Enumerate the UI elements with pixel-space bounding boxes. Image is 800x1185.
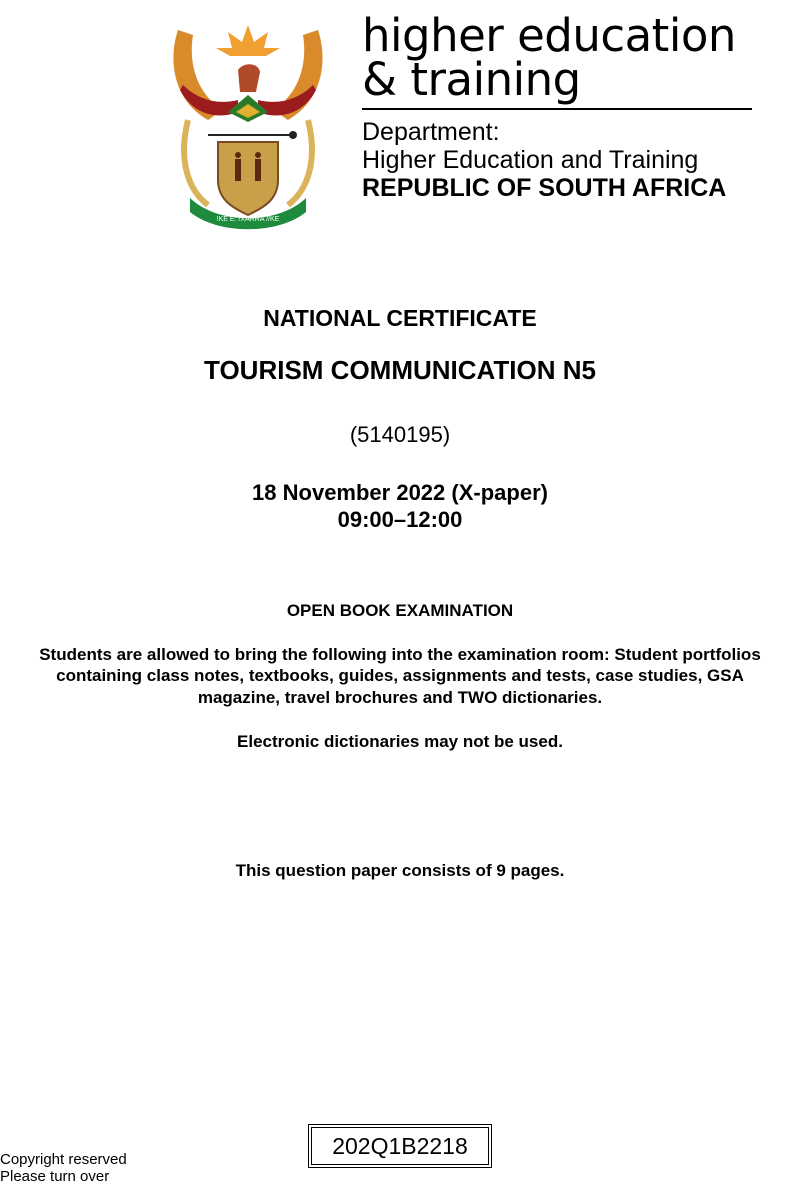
electronic-dictionary-note: Electronic dictionaries may not be used. [237,732,563,751]
coat-of-arms-icon [168,20,328,230]
subject-code: (5140195) [349,422,451,447]
footer-notes [0,1151,127,1185]
brand-title-line2: & training [362,53,581,106]
certificate-title: NATIONAL CERTIFICATE [263,305,537,331]
svg-text:!KE E: /XARRA //KE: !KE E: /XARRA //KE [216,216,280,223]
exam-date: 18 November 2022 (X-paper) [252,480,548,505]
exam-time: 09:00–12:00 [337,507,463,532]
instructions-line3: magazine, travel brochures and TWO dictionaries. [197,688,603,707]
paper-code-box [308,1124,492,1168]
subject-title: TOURISM COMMUNICATION N5 [204,355,596,385]
country-name: REPUBLIC OF SOUTH AFRICA [362,174,727,202]
copyright-text: Copyright reserved [0,1151,127,1168]
brand-title-line1: higher education [362,9,736,62]
page-count-note: This question paper consists of 9 pages. [235,861,565,880]
department-name: Higher Education and Training [362,146,699,174]
paper-code: 202Q1B2218 [332,1132,468,1159]
instructions-line1: Students are allowed to bring the following into the examination room: Student portfolios [39,645,761,664]
turn-over-text: Please turn over [0,1168,110,1185]
brand-divider [362,108,752,110]
instructions-line2: containing class notes, textbooks, guides, assignments and tests, case studies, GSA [56,666,744,685]
department-label: Department: [362,118,500,146]
department-branding [362,9,757,202]
open-book-heading: OPEN BOOK EXAMINATION [286,601,514,620]
